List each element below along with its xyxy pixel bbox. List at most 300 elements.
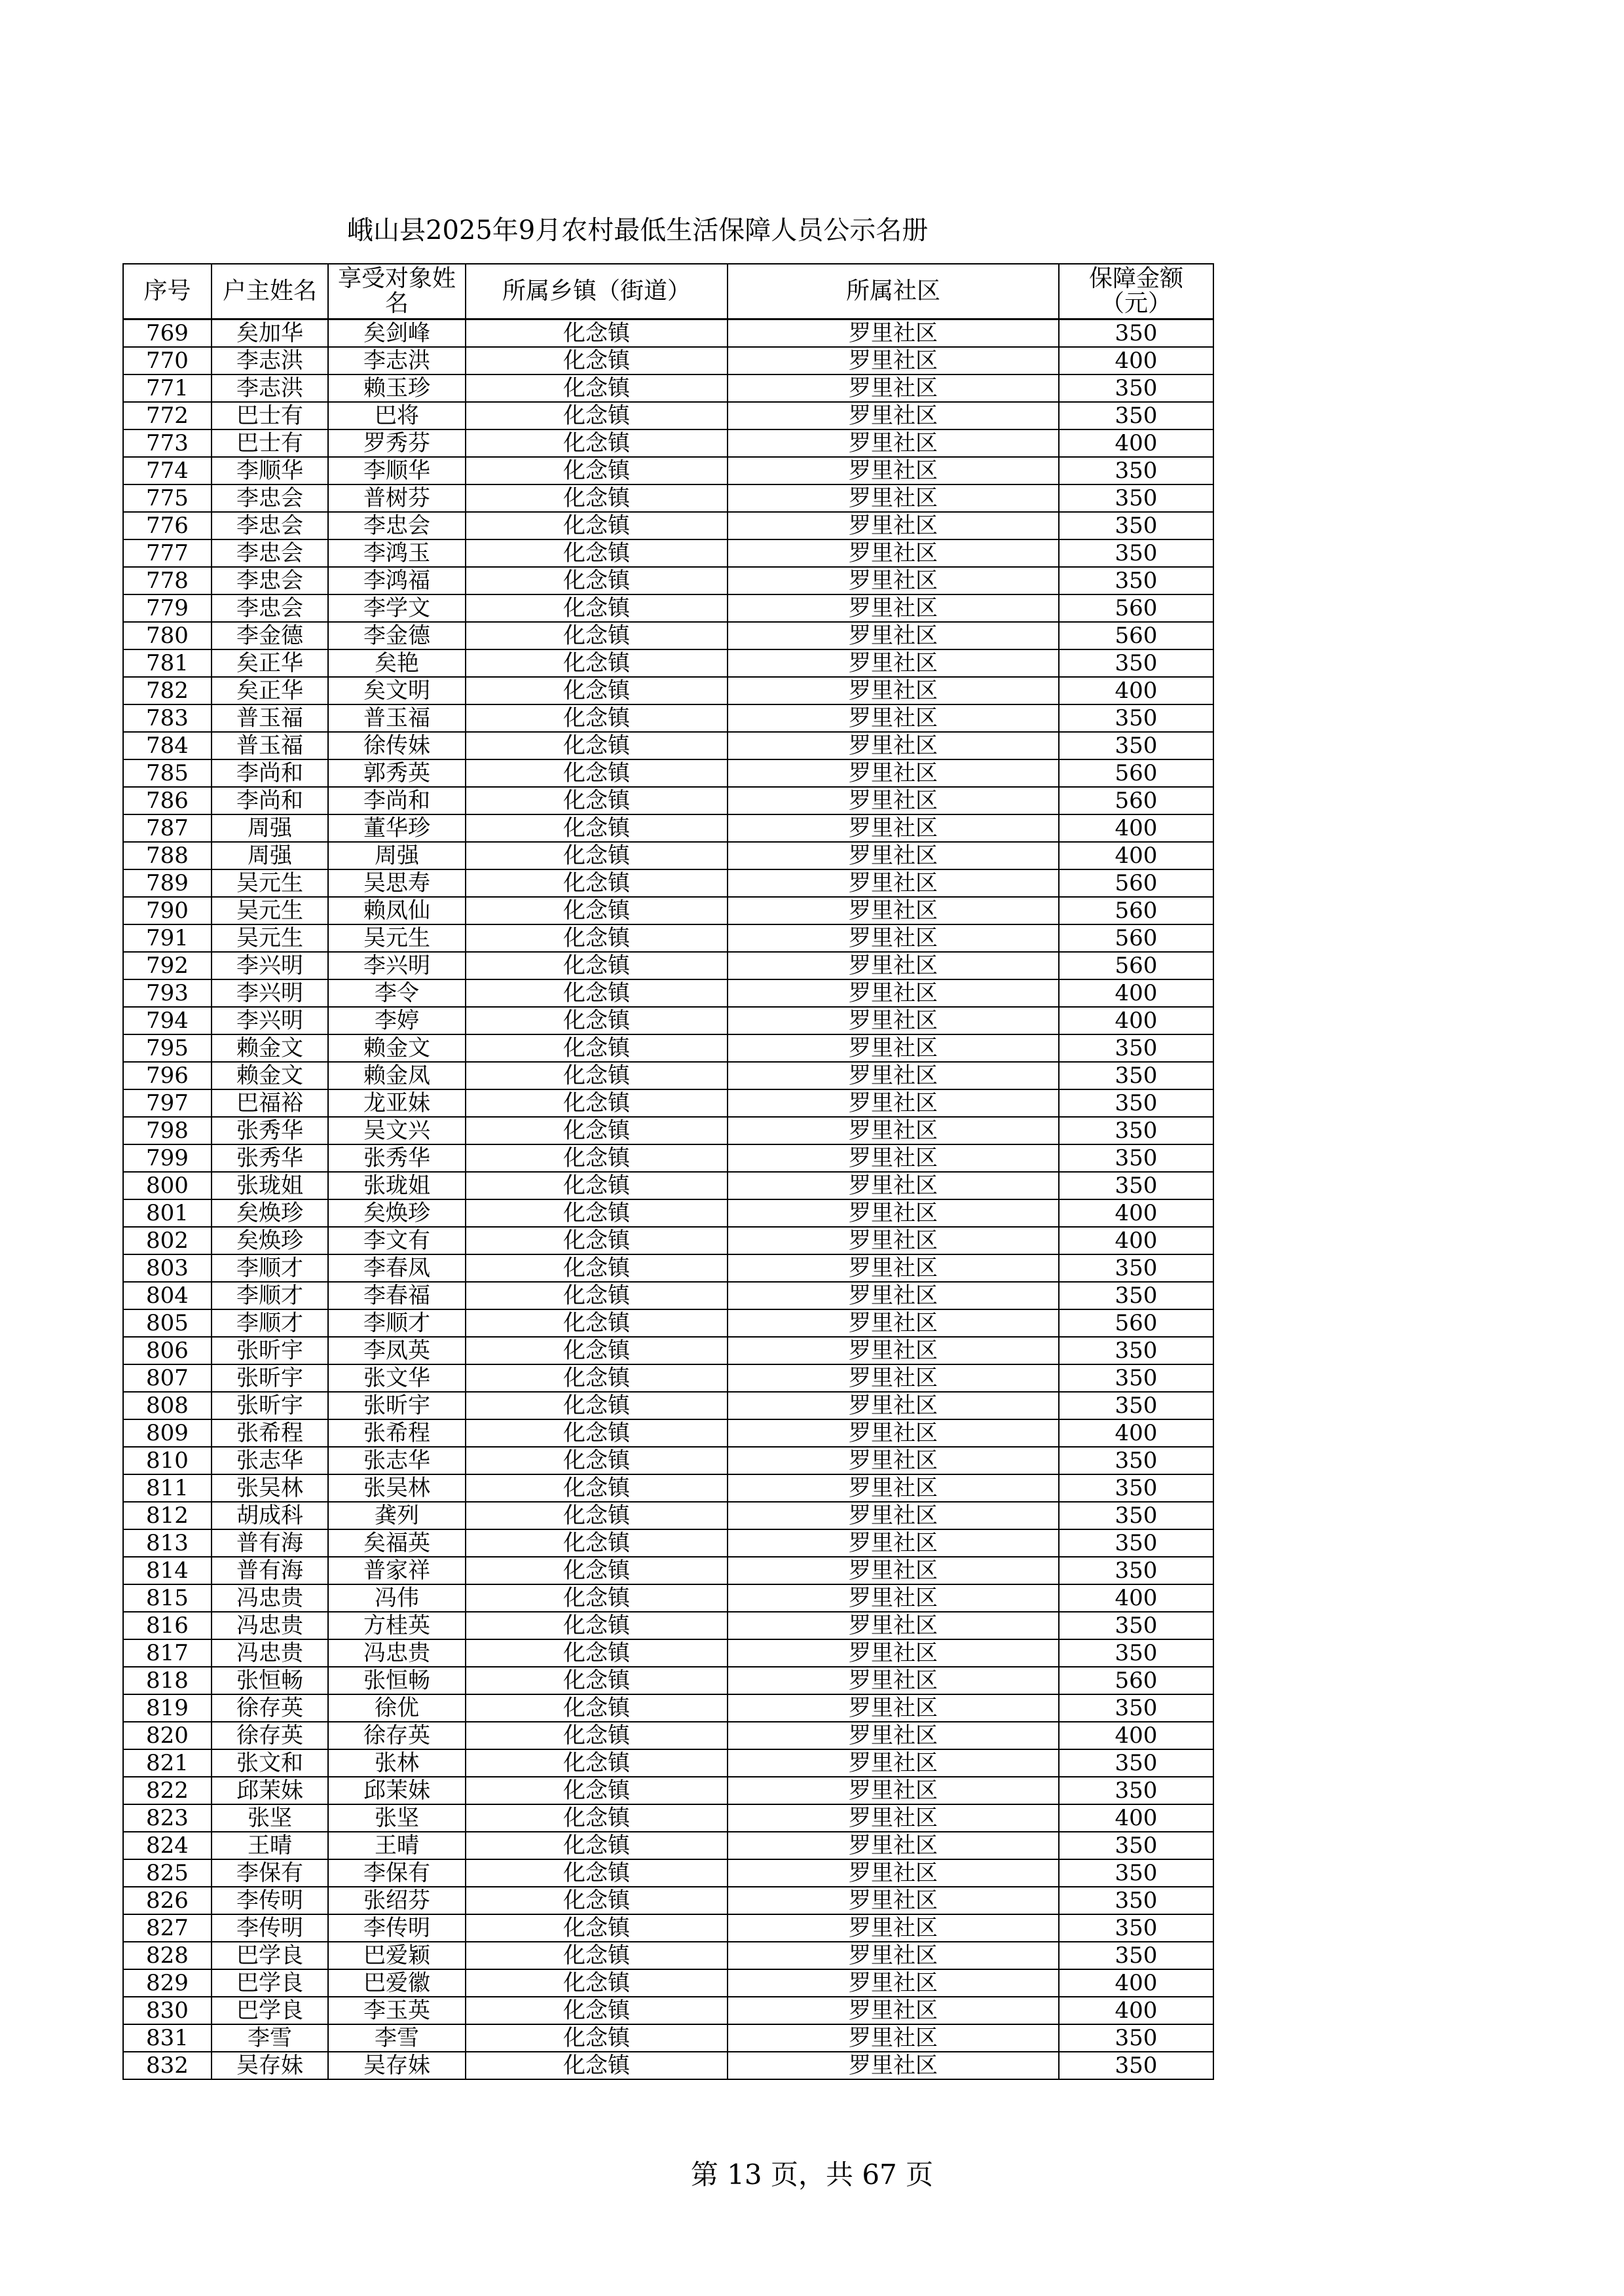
serial-number-cell: 790 xyxy=(123,897,212,924)
serial-number-cell: 798 xyxy=(123,1117,212,1144)
beneficiary-name-cell: 普树芬 xyxy=(328,484,466,512)
household-head-cell: 巴学良 xyxy=(212,1969,328,1997)
beneficiary-name-cell: 普玉福 xyxy=(328,704,466,732)
serial-number-cell: 828 xyxy=(123,1942,212,1969)
township-cell: 化念镇 xyxy=(466,1859,728,1887)
beneficiary-name-cell: 吴元生 xyxy=(328,924,466,952)
township-cell: 化念镇 xyxy=(466,1584,728,1612)
table-row xyxy=(123,897,1213,924)
township-cell: 化念镇 xyxy=(466,374,728,402)
serial-number-cell: 789 xyxy=(123,869,212,897)
township-cell: 化念镇 xyxy=(466,1172,728,1199)
community-cell: 罗里社区 xyxy=(728,814,1059,842)
community-cell: 罗里社区 xyxy=(728,842,1059,869)
beneficiary-name-cell: 李玉英 xyxy=(328,1997,466,2024)
township-cell: 化念镇 xyxy=(466,2052,728,2079)
beneficiary-name-cell: 李婷 xyxy=(328,1007,466,1034)
beneficiary-name-cell: 矣艳 xyxy=(328,649,466,677)
township-cell: 化念镇 xyxy=(466,1804,728,1832)
amount-cell: 350 xyxy=(1059,732,1213,759)
serial-number-cell: 816 xyxy=(123,1612,212,1639)
township-cell: 化念镇 xyxy=(466,539,728,567)
township-cell: 化念镇 xyxy=(466,1639,728,1667)
amount-cell: 350 xyxy=(1059,1089,1213,1117)
table-row xyxy=(123,1419,1213,1447)
beneficiary-name-cell: 龙亚妹 xyxy=(328,1089,466,1117)
table-row xyxy=(123,567,1213,594)
table-row xyxy=(123,512,1213,539)
beneficiary-name-cell: 龚列 xyxy=(328,1502,466,1529)
household-head-cell: 李忠会 xyxy=(212,484,328,512)
amount-cell: 350 xyxy=(1059,1832,1213,1859)
beneficiary-name-cell: 李兴明 xyxy=(328,952,466,979)
community-cell: 罗里社区 xyxy=(728,1254,1059,1282)
beneficiary-name-cell: 张志华 xyxy=(328,1447,466,1474)
serial-number-cell: 824 xyxy=(123,1832,212,1859)
serial-number-cell: 808 xyxy=(123,1392,212,1419)
serial-number-cell: 826 xyxy=(123,1887,212,1914)
township-cell: 化念镇 xyxy=(466,484,728,512)
amount-cell: 350 xyxy=(1059,1172,1213,1199)
township-cell: 化念镇 xyxy=(466,1832,728,1859)
community-cell: 罗里社区 xyxy=(728,484,1059,512)
beneficiary-name-cell: 李顺才 xyxy=(328,1309,466,1337)
amount-cell: 350 xyxy=(1059,1859,1213,1887)
amount-cell: 350 xyxy=(1059,1749,1213,1777)
beneficiary-name-cell: 张坚 xyxy=(328,1804,466,1832)
serial-number-cell: 784 xyxy=(123,732,212,759)
beneficiary-name-cell: 李金德 xyxy=(328,622,466,649)
community-cell: 罗里社区 xyxy=(728,1007,1059,1034)
table-row xyxy=(123,1997,1213,2024)
amount-cell: 350 xyxy=(1059,1914,1213,1942)
serial-number-cell: 829 xyxy=(123,1969,212,1997)
community-cell: 罗里社区 xyxy=(728,677,1059,704)
header-benefit-amount: 保障金额（元） xyxy=(1059,264,1213,319)
amount-cell: 400 xyxy=(1059,1199,1213,1227)
township-cell: 化念镇 xyxy=(466,622,728,649)
township-cell: 化念镇 xyxy=(466,1749,728,1777)
township-cell: 化念镇 xyxy=(466,1557,728,1584)
township-cell: 化念镇 xyxy=(466,1089,728,1117)
township-cell: 化念镇 xyxy=(466,1942,728,1969)
township-cell: 化念镇 xyxy=(466,1612,728,1639)
community-cell: 罗里社区 xyxy=(728,897,1059,924)
township-cell: 化念镇 xyxy=(466,814,728,842)
township-cell: 化念镇 xyxy=(466,319,728,348)
serial-number-cell: 811 xyxy=(123,1474,212,1502)
table-row xyxy=(123,842,1213,869)
beneficiary-name-cell: 巴将 xyxy=(328,402,466,429)
serial-number-cell: 769 xyxy=(123,319,212,348)
household-head-cell: 李志洪 xyxy=(212,347,328,374)
township-cell: 化念镇 xyxy=(466,1997,728,2024)
household-head-cell: 李志洪 xyxy=(212,374,328,402)
community-cell: 罗里社区 xyxy=(728,1722,1059,1749)
community-cell: 罗里社区 xyxy=(728,1062,1059,1089)
page-footer: 第 13 页，共 67 页 xyxy=(690,2159,934,2191)
amount-cell: 400 xyxy=(1059,1722,1213,1749)
household-head-cell: 巴士有 xyxy=(212,402,328,429)
serial-number-cell: 785 xyxy=(123,759,212,787)
table-body xyxy=(123,319,1213,2080)
serial-number-cell: 809 xyxy=(123,1419,212,1447)
township-cell: 化念镇 xyxy=(466,1887,728,1914)
table-row xyxy=(123,539,1213,567)
serial-number-cell: 806 xyxy=(123,1337,212,1364)
community-cell: 罗里社区 xyxy=(728,1529,1059,1557)
household-head-cell: 李顺才 xyxy=(212,1309,328,1337)
amount-cell: 400 xyxy=(1059,1997,1213,2024)
amount-cell: 350 xyxy=(1059,567,1213,594)
township-cell: 化念镇 xyxy=(466,1337,728,1364)
beneficiary-name-cell: 冯伟 xyxy=(328,1584,466,1612)
beneficiary-name-cell: 徐存英 xyxy=(328,1722,466,1749)
amount-cell: 350 xyxy=(1059,1777,1213,1804)
serial-number-cell: 787 xyxy=(123,814,212,842)
beneficiary-name-cell: 张林 xyxy=(328,1749,466,1777)
beneficiary-name-cell: 矣焕珍 xyxy=(328,1199,466,1227)
table-row xyxy=(123,429,1213,457)
table-row xyxy=(123,402,1213,429)
amount-cell: 350 xyxy=(1059,1529,1213,1557)
township-cell: 化念镇 xyxy=(466,1694,728,1722)
household-head-cell: 胡成科 xyxy=(212,1502,328,1529)
beneficiary-name-cell: 张文华 xyxy=(328,1364,466,1392)
household-head-cell: 李兴明 xyxy=(212,952,328,979)
serial-number-cell: 793 xyxy=(123,979,212,1007)
household-head-cell: 赖金文 xyxy=(212,1062,328,1089)
header-community: 所属社区 xyxy=(728,264,1059,319)
amount-cell: 350 xyxy=(1059,374,1213,402)
header-beneficiary-name: 享受对象姓名 xyxy=(328,264,466,319)
beneficiary-name-cell: 方桂英 xyxy=(328,1612,466,1639)
community-cell: 罗里社区 xyxy=(728,1447,1059,1474)
household-head-cell: 徐存英 xyxy=(212,1722,328,1749)
amount-cell: 560 xyxy=(1059,1309,1213,1337)
document-title: 峨山县2025年9月农村最低生活保障人员公示名册 xyxy=(347,215,929,246)
table-row xyxy=(123,1557,1213,1584)
beneficiary-name-cell: 张昕宇 xyxy=(328,1392,466,1419)
township-cell: 化念镇 xyxy=(466,429,728,457)
beneficiary-name-cell: 郭秀英 xyxy=(328,759,466,787)
amount-cell: 350 xyxy=(1059,1364,1213,1392)
household-head-cell: 矣正华 xyxy=(212,677,328,704)
community-cell: 罗里社区 xyxy=(728,924,1059,952)
beneficiary-name-cell: 吴存妹 xyxy=(328,2052,466,2079)
table-row xyxy=(123,1777,1213,1804)
table-row xyxy=(123,622,1213,649)
community-cell: 罗里社区 xyxy=(728,787,1059,814)
township-cell: 化念镇 xyxy=(466,1447,728,1474)
township-cell: 化念镇 xyxy=(466,1419,728,1447)
household-head-cell: 张秀华 xyxy=(212,1144,328,1172)
beneficiary-name-cell: 张珑姐 xyxy=(328,1172,466,1199)
table-row xyxy=(123,1282,1213,1309)
community-cell: 罗里社区 xyxy=(728,1749,1059,1777)
beneficiary-name-cell: 李鸿玉 xyxy=(328,539,466,567)
community-cell: 罗里社区 xyxy=(728,1832,1059,1859)
amount-cell: 350 xyxy=(1059,1337,1213,1364)
township-cell: 化念镇 xyxy=(466,924,728,952)
community-cell: 罗里社区 xyxy=(728,952,1059,979)
household-head-cell: 张吴林 xyxy=(212,1474,328,1502)
serial-number-cell: 803 xyxy=(123,1254,212,1282)
amount-cell: 350 xyxy=(1059,1942,1213,1969)
serial-number-cell: 814 xyxy=(123,1557,212,1584)
header-serial-number: 序号 xyxy=(123,264,212,319)
community-cell: 罗里社区 xyxy=(728,429,1059,457)
serial-number-cell: 830 xyxy=(123,1997,212,2024)
beneficiary-name-cell: 周强 xyxy=(328,842,466,869)
table-row xyxy=(123,677,1213,704)
serial-number-cell: 773 xyxy=(123,429,212,457)
community-cell: 罗里社区 xyxy=(728,1639,1059,1667)
township-cell: 化念镇 xyxy=(466,512,728,539)
amount-cell: 400 xyxy=(1059,842,1213,869)
beneficiary-name-cell: 冯忠贵 xyxy=(328,1639,466,1667)
table-row xyxy=(123,1199,1213,1227)
table-row xyxy=(123,1667,1213,1694)
serial-number-cell: 778 xyxy=(123,567,212,594)
amount-cell: 350 xyxy=(1059,2024,1213,2052)
household-head-cell: 李忠会 xyxy=(212,539,328,567)
community-cell: 罗里社区 xyxy=(728,457,1059,484)
serial-number-cell: 825 xyxy=(123,1859,212,1887)
serial-number-cell: 795 xyxy=(123,1034,212,1062)
community-cell: 罗里社区 xyxy=(728,1117,1059,1144)
table-row xyxy=(123,1337,1213,1364)
township-cell: 化念镇 xyxy=(466,402,728,429)
household-head-cell: 李保有 xyxy=(212,1859,328,1887)
household-head-cell: 周强 xyxy=(212,814,328,842)
household-head-cell: 巴士有 xyxy=(212,429,328,457)
township-cell: 化念镇 xyxy=(466,457,728,484)
amount-cell: 350 xyxy=(1059,1062,1213,1089)
serial-number-cell: 832 xyxy=(123,2052,212,2079)
household-head-cell: 李兴明 xyxy=(212,979,328,1007)
serial-number-cell: 783 xyxy=(123,704,212,732)
township-cell: 化念镇 xyxy=(466,594,728,622)
household-head-cell: 冯忠贵 xyxy=(212,1584,328,1612)
table-row xyxy=(123,1529,1213,1557)
amount-cell: 560 xyxy=(1059,622,1213,649)
table-row xyxy=(123,1227,1213,1254)
household-head-cell: 李顺才 xyxy=(212,1282,328,1309)
table-row xyxy=(123,1447,1213,1474)
amount-cell: 560 xyxy=(1059,924,1213,952)
table-row xyxy=(123,1007,1213,1034)
table-row xyxy=(123,1584,1213,1612)
table-row xyxy=(123,374,1213,402)
amount-cell: 350 xyxy=(1059,484,1213,512)
household-head-cell: 普有海 xyxy=(212,1529,328,1557)
amount-cell: 350 xyxy=(1059,649,1213,677)
community-cell: 罗里社区 xyxy=(728,1337,1059,1364)
community-cell: 罗里社区 xyxy=(728,1804,1059,1832)
community-cell: 罗里社区 xyxy=(728,1172,1059,1199)
household-head-cell: 李忠会 xyxy=(212,512,328,539)
township-cell: 化念镇 xyxy=(466,952,728,979)
household-head-cell: 冯忠贵 xyxy=(212,1639,328,1667)
household-head-cell: 王晴 xyxy=(212,1832,328,1859)
amount-cell: 560 xyxy=(1059,897,1213,924)
household-head-cell: 普有海 xyxy=(212,1557,328,1584)
community-cell: 罗里社区 xyxy=(728,1392,1059,1419)
amount-cell: 350 xyxy=(1059,319,1213,348)
township-cell: 化念镇 xyxy=(466,1667,728,1694)
community-cell: 罗里社区 xyxy=(728,1419,1059,1447)
beneficiary-name-cell: 赖凤仙 xyxy=(328,897,466,924)
table-row xyxy=(123,457,1213,484)
header-township: 所属乡镇（街道） xyxy=(466,264,728,319)
beneficiary-name-cell: 李鸿福 xyxy=(328,567,466,594)
table-row xyxy=(123,979,1213,1007)
beneficiary-name-cell: 李传明 xyxy=(328,1914,466,1942)
amount-cell: 400 xyxy=(1059,1007,1213,1034)
township-cell: 化念镇 xyxy=(466,1007,728,1034)
household-head-cell: 张昕宇 xyxy=(212,1337,328,1364)
household-head-cell: 徐存英 xyxy=(212,1694,328,1722)
township-cell: 化念镇 xyxy=(466,1392,728,1419)
township-cell: 化念镇 xyxy=(466,677,728,704)
household-head-cell: 张坚 xyxy=(212,1804,328,1832)
serial-number-cell: 801 xyxy=(123,1199,212,1227)
amount-cell: 350 xyxy=(1059,1392,1213,1419)
table-row xyxy=(123,1722,1213,1749)
table-row xyxy=(123,1309,1213,1337)
community-cell: 罗里社区 xyxy=(728,402,1059,429)
serial-number-cell: 782 xyxy=(123,677,212,704)
table-header-row xyxy=(123,264,1213,319)
household-head-cell: 吴元生 xyxy=(212,897,328,924)
table-row xyxy=(123,594,1213,622)
amount-cell: 560 xyxy=(1059,787,1213,814)
table-row xyxy=(123,1804,1213,1832)
table-row xyxy=(123,1172,1213,1199)
amount-cell: 350 xyxy=(1059,2052,1213,2079)
serial-number-cell: 797 xyxy=(123,1089,212,1117)
township-cell: 化念镇 xyxy=(466,1529,728,1557)
table-row xyxy=(123,1942,1213,1969)
township-cell: 化念镇 xyxy=(466,1282,728,1309)
community-cell: 罗里社区 xyxy=(728,2052,1059,2079)
amount-cell: 400 xyxy=(1059,429,1213,457)
serial-number-cell: 823 xyxy=(123,1804,212,1832)
household-head-cell: 张恒畅 xyxy=(212,1667,328,1694)
beneficiary-name-cell: 徐优 xyxy=(328,1694,466,1722)
serial-number-cell: 786 xyxy=(123,787,212,814)
household-head-cell: 张文和 xyxy=(212,1749,328,1777)
household-head-cell: 李顺才 xyxy=(212,1254,328,1282)
beneficiary-name-cell: 李顺华 xyxy=(328,457,466,484)
table-row xyxy=(123,869,1213,897)
community-cell: 罗里社区 xyxy=(728,1474,1059,1502)
serial-number-cell: 805 xyxy=(123,1309,212,1337)
table-row xyxy=(123,704,1213,732)
amount-cell: 350 xyxy=(1059,704,1213,732)
amount-cell: 350 xyxy=(1059,1694,1213,1722)
serial-number-cell: 780 xyxy=(123,622,212,649)
table-row xyxy=(123,1502,1213,1529)
community-cell: 罗里社区 xyxy=(728,1199,1059,1227)
serial-number-cell: 792 xyxy=(123,952,212,979)
table-row xyxy=(123,1859,1213,1887)
township-cell: 化念镇 xyxy=(466,869,728,897)
beneficiary-name-cell: 普家祥 xyxy=(328,1557,466,1584)
community-cell: 罗里社区 xyxy=(728,319,1059,348)
table-row xyxy=(123,952,1213,979)
amount-cell: 350 xyxy=(1059,1117,1213,1144)
community-cell: 罗里社区 xyxy=(728,1282,1059,1309)
amount-cell: 400 xyxy=(1059,1584,1213,1612)
community-cell: 罗里社区 xyxy=(728,1859,1059,1887)
beneficiary-name-cell: 李春福 xyxy=(328,1282,466,1309)
amount-cell: 560 xyxy=(1059,952,1213,979)
amount-cell: 350 xyxy=(1059,1447,1213,1474)
amount-cell: 350 xyxy=(1059,1639,1213,1667)
beneficiary-name-cell: 王晴 xyxy=(328,1832,466,1859)
community-cell: 罗里社区 xyxy=(728,732,1059,759)
beneficiary-name-cell: 赖金文 xyxy=(328,1034,466,1062)
table-row xyxy=(123,1089,1213,1117)
household-head-cell: 张珑姐 xyxy=(212,1172,328,1199)
township-cell: 化念镇 xyxy=(466,1199,728,1227)
table-row xyxy=(123,1254,1213,1282)
beneficiary-name-cell: 吴文兴 xyxy=(328,1117,466,1144)
household-head-cell: 巴学良 xyxy=(212,1997,328,2024)
beneficiary-name-cell: 李雪 xyxy=(328,2024,466,2052)
table-row xyxy=(123,759,1213,787)
community-cell: 罗里社区 xyxy=(728,1997,1059,2024)
amount-cell: 350 xyxy=(1059,402,1213,429)
serial-number-cell: 819 xyxy=(123,1694,212,1722)
household-head-cell: 巴福裕 xyxy=(212,1089,328,1117)
table-row xyxy=(123,1969,1213,1997)
table-row xyxy=(123,1392,1213,1419)
household-head-cell: 普玉福 xyxy=(212,732,328,759)
table-row xyxy=(123,347,1213,374)
amount-cell: 400 xyxy=(1059,979,1213,1007)
table-row xyxy=(123,649,1213,677)
household-head-cell: 吴元生 xyxy=(212,924,328,952)
beneficiary-name-cell: 李凤英 xyxy=(328,1337,466,1364)
household-head-cell: 巴学良 xyxy=(212,1942,328,1969)
beneficiary-name-cell: 董华珍 xyxy=(328,814,466,842)
household-head-cell: 李金德 xyxy=(212,622,328,649)
beneficiary-name-cell: 李忠会 xyxy=(328,512,466,539)
community-cell: 罗里社区 xyxy=(728,979,1059,1007)
amount-cell: 400 xyxy=(1059,814,1213,842)
amount-cell: 350 xyxy=(1059,1254,1213,1282)
amount-cell: 350 xyxy=(1059,539,1213,567)
community-cell: 罗里社区 xyxy=(728,539,1059,567)
serial-number-cell: 772 xyxy=(123,402,212,429)
serial-number-cell: 779 xyxy=(123,594,212,622)
beneficiary-name-cell: 矣福英 xyxy=(328,1529,466,1557)
serial-number-cell: 817 xyxy=(123,1639,212,1667)
community-cell: 罗里社区 xyxy=(728,594,1059,622)
table-row xyxy=(123,924,1213,952)
table-row xyxy=(123,1612,1213,1639)
serial-number-cell: 831 xyxy=(123,2024,212,2052)
amount-cell: 350 xyxy=(1059,1502,1213,1529)
amount-cell: 350 xyxy=(1059,457,1213,484)
table-row xyxy=(123,1117,1213,1144)
beneficiary-name-cell: 吴思寿 xyxy=(328,869,466,897)
community-cell: 罗里社区 xyxy=(728,1034,1059,1062)
table-row xyxy=(123,319,1213,348)
